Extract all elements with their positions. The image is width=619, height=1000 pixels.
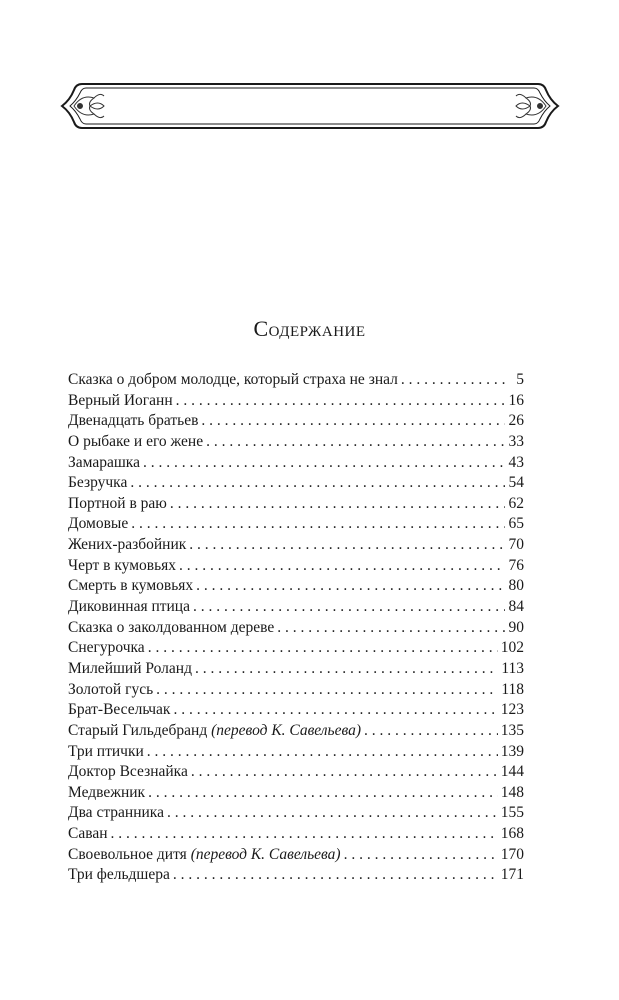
toc-entry-page: 26 <box>508 412 524 430</box>
toc-entry <box>68 535 524 556</box>
toc-leader-dots <box>179 556 505 577</box>
toc-entry-page: 5 <box>516 371 524 388</box>
toc-entry-page: 144 <box>500 763 524 781</box>
toc-leader-dots <box>277 618 505 639</box>
toc-entry <box>68 576 524 597</box>
toc-entry <box>68 824 524 845</box>
toc-entry-translator-note: (перевод К. Савельева) <box>190 845 341 863</box>
toc-leader-dots <box>176 391 505 412</box>
toc-entry-title <box>68 742 144 763</box>
toc-entry-title <box>68 576 193 597</box>
toc-entry-title-text: Доктор Всезнайка <box>68 763 188 781</box>
toc-entry-title-text: Саван <box>68 825 108 843</box>
toc-leader-dots <box>191 762 498 783</box>
toc-entry <box>68 473 524 494</box>
toc-entry <box>68 783 524 804</box>
toc-entry-page: 170 <box>500 845 524 863</box>
toc-entry-title-text: Портной в раю <box>68 494 167 512</box>
toc-entry-title-text: Домовые <box>68 515 129 533</box>
toc-leader-dots <box>148 783 498 804</box>
toc-entry <box>68 370 524 391</box>
toc-entry <box>68 391 524 412</box>
toc-entry <box>68 721 524 742</box>
toc-entry <box>68 762 524 783</box>
toc-entry-title <box>68 865 170 886</box>
toc-leader-dots <box>206 432 505 453</box>
toc-entry <box>68 700 524 721</box>
toc-entry-page: 148 <box>500 783 524 801</box>
toc-entry <box>68 453 524 474</box>
toc-leader-dots <box>201 411 505 432</box>
ornamental-banner <box>60 80 560 132</box>
toc-entry-title <box>68 514 128 535</box>
toc-entry-title <box>68 824 108 845</box>
toc-leader-dots <box>344 845 498 866</box>
toc-leader-dots <box>156 680 498 701</box>
toc-entry <box>68 845 524 866</box>
toc-entry-title-text: Двенадцать братьев <box>68 412 199 430</box>
toc-entry-title-text: Три птички <box>68 742 144 760</box>
toc-entry-page: 171 <box>500 866 524 884</box>
toc-entry-title-text: Смерть в кумовьях <box>68 577 194 595</box>
toc-entry-title <box>68 783 145 804</box>
toc-entry-page: 62 <box>508 494 524 512</box>
toc-entry <box>68 680 524 701</box>
toc-entry <box>68 865 524 886</box>
toc-entry-title-text: Два странника <box>68 804 164 822</box>
toc-entry-title-text: Брат-Весельчак <box>68 701 171 719</box>
toc-entry <box>68 514 524 535</box>
toc-entry-title-text: Сказка о добром молодце, который страха не знал <box>68 371 398 388</box>
toc-entry-title <box>68 556 176 577</box>
toc-entry-title-text: Замарашка <box>68 453 140 471</box>
toc-entry-title-text: Жених-разбойник <box>68 536 187 554</box>
toc-entry-page: 84 <box>508 598 524 616</box>
toc-entry <box>68 618 524 639</box>
toc-entry-page: 168 <box>500 825 524 843</box>
toc-leader-dots <box>148 638 498 659</box>
toc-entry-page: 118 <box>501 680 524 698</box>
toc-entry-title-text: Милейший Роланд <box>68 659 192 677</box>
toc-entry-title-text: Безручка <box>68 474 128 492</box>
toc-entry-title <box>68 803 164 824</box>
toc-entry-title-text: Диковинная птица <box>68 598 190 616</box>
toc-entry-title <box>68 597 190 618</box>
toc-entry <box>68 742 524 763</box>
toc-entry-page: 43 <box>508 453 524 471</box>
toc-entry <box>68 411 524 432</box>
toc-leader-dots <box>143 453 505 474</box>
toc-entry-title-text: Медвежник <box>68 783 146 801</box>
toc-entry-page: 16 <box>508 391 524 409</box>
toc-entry-title <box>68 845 341 866</box>
toc-entry-page: 113 <box>501 659 524 677</box>
toc-entry-page: 65 <box>508 515 524 533</box>
toc-entry-title-text: Три фельдшера <box>68 866 170 884</box>
toc-entry-title-text: Сказка о заколдованном дереве <box>68 618 275 636</box>
toc-entry-page: 155 <box>500 804 524 822</box>
toc-leader-dots <box>130 473 505 494</box>
toc-entry-title-text: О рыбаке и его жене <box>68 432 204 450</box>
toc-entry-page: 135 <box>500 721 524 739</box>
toc-entry-title-text: Верный Иоганн <box>68 391 173 409</box>
toc-entry-title <box>68 494 167 515</box>
toc-leader-dots <box>147 742 498 763</box>
toc-entry-title-text: Своевольное дитя <box>68 845 187 863</box>
toc-entry <box>68 432 524 453</box>
toc-entry-title <box>68 411 198 432</box>
toc-entry-page: 80 <box>508 577 524 595</box>
toc-entry-title <box>68 700 170 721</box>
toc-title: Содержание <box>253 316 366 341</box>
toc-entry-title <box>68 721 361 742</box>
toc-leader-dots <box>196 576 505 597</box>
toc-entry-title-text: Черт в кумовьях <box>68 556 177 574</box>
toc-entry-title <box>68 473 127 494</box>
toc-entry-title <box>68 680 153 701</box>
toc-leader-dots <box>401 370 505 391</box>
toc-leader-dots <box>195 659 498 680</box>
toc-leader-dots <box>167 803 498 824</box>
toc-entry-title <box>68 453 140 474</box>
toc-entry-title <box>68 432 203 453</box>
toc-leader-dots <box>173 700 497 721</box>
toc-entry-page: 33 <box>508 432 524 450</box>
toc-entry-translator-note: (перевод К. Савельева) <box>211 721 362 739</box>
toc-entry-title <box>68 659 192 680</box>
table-of-contents <box>68 370 524 886</box>
toc-entry-title <box>68 370 398 391</box>
toc-entry-title-text: Старый Гильдебранд <box>68 721 208 739</box>
toc-entry <box>68 803 524 824</box>
toc-entry-title <box>68 535 186 556</box>
toc-entry-title-text: Золотой гусь <box>68 680 154 698</box>
toc-entry-title <box>68 618 274 639</box>
toc-entry-title <box>68 762 188 783</box>
toc-leader-dots <box>189 535 505 556</box>
toc-entry <box>68 659 524 680</box>
toc-entry-page: 70 <box>508 536 524 554</box>
toc-entry-title <box>68 638 145 659</box>
toc-entry-title <box>68 391 173 412</box>
toc-entry-page: 76 <box>508 556 524 574</box>
toc-entry-page: 139 <box>500 742 524 760</box>
toc-entry-title-text: Снегурочка <box>68 639 145 657</box>
toc-entry <box>68 638 524 659</box>
toc-entry <box>68 556 524 577</box>
toc-leader-dots <box>131 514 505 535</box>
toc-entry-page: 54 <box>508 474 524 492</box>
toc-leader-dots <box>364 721 498 742</box>
toc-leader-dots <box>170 494 505 515</box>
toc-leader-dots <box>173 865 498 886</box>
toc-entry <box>68 597 524 618</box>
toc-entry-page: 90 <box>508 618 524 636</box>
toc-entry-page: 102 <box>500 639 524 657</box>
toc-leader-dots <box>111 824 498 845</box>
toc-leader-dots <box>193 597 505 618</box>
toc-entry-page: 123 <box>500 701 524 719</box>
toc-entry <box>68 494 524 515</box>
